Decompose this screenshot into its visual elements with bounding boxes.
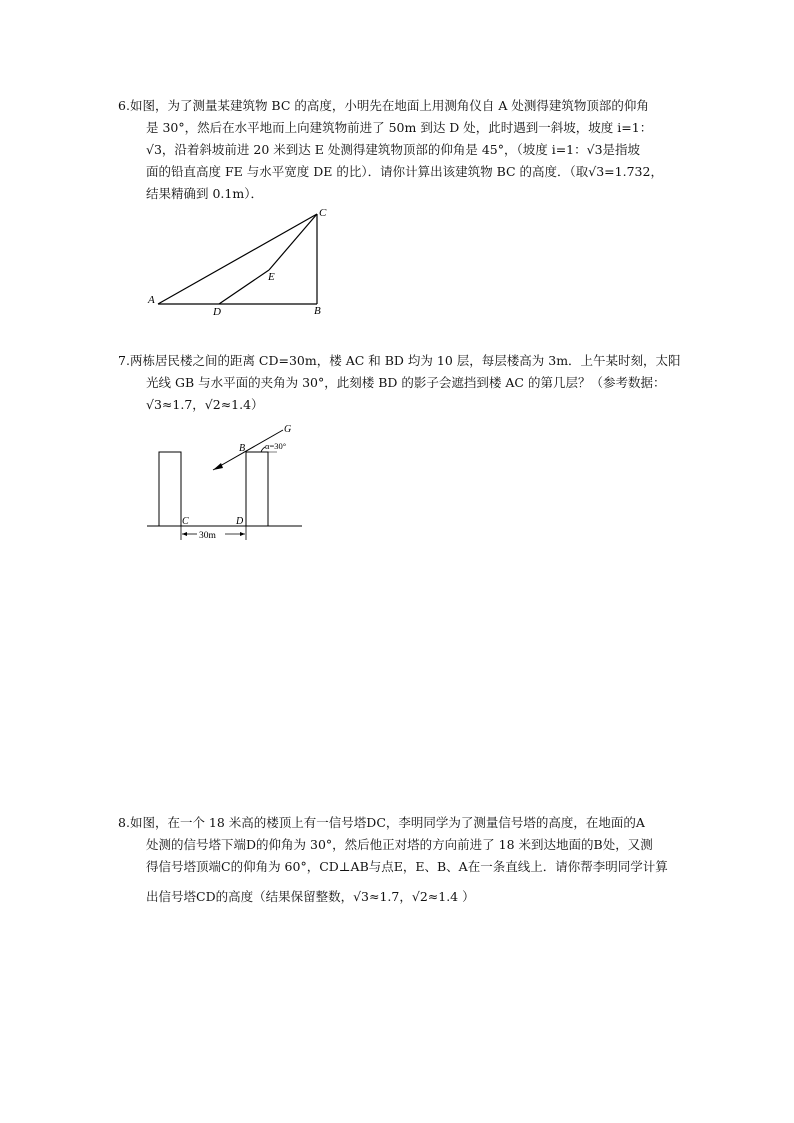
problem-8-line-1: 8.如图，在一个 18 米高的楼顶上有一信号塔DC，李明同学为了测量信号塔的高度，在地面的A: [118, 815, 645, 830]
dim-arrow-right: [240, 532, 245, 536]
problem-6-line-5: 结果精确到 0.1m）．: [146, 186, 263, 201]
dim-arrow-left: [182, 532, 187, 536]
problem-6-figure: [140, 200, 340, 320]
problem-7: [118, 350, 704, 416]
distance-label: 30m: [199, 531, 216, 541]
label-g: G: [284, 424, 292, 435]
label-c-7: C: [182, 516, 189, 527]
problem-7-line-3: √3≈1.7，√2≈1.4）: [146, 397, 264, 412]
line-de: [219, 270, 269, 304]
problem-8-line-3: 得信号塔顶端C的仰角为 60°，CD⊥AB与点E，E、B、A在一条直线上．请你帮李明同学计算: [146, 859, 668, 874]
problem-6-line-2: 是 30°，然后在水平地而上向建筑物前进了 50m 到达 D 处，此时遇到一斜坡，坡度 i=1：: [146, 120, 653, 135]
building-ac: [159, 452, 181, 526]
label-c: C: [319, 207, 327, 219]
problem-7-number: 7.: [118, 353, 130, 368]
problem-6: [118, 95, 704, 205]
label-e: E: [268, 271, 275, 283]
line-ac: [158, 214, 317, 304]
building-bd: [246, 452, 268, 526]
problem-7-line-2: 光线 GB 与水平面的夹角为 30°，此刻楼 BD 的影子会遮挡到楼 AC 的第几层？（参考数据：: [146, 375, 666, 390]
problem-6-number: 6.: [118, 98, 130, 113]
label-b: B: [314, 305, 321, 317]
label-d-7: D: [236, 516, 244, 527]
problem-6-line-4: 面的铅直高度 FE 与水平宽度 DE 的比）．请你计算出该建筑物 BC 的高度．（取√3=1.732，: [146, 164, 663, 179]
arrow-head: [213, 463, 223, 470]
problem-6-line-1: 6.如图，为了测量某建筑物 BC 的高度，小明先在地面上用测角仪自 A 处测得建筑物顶部的仰角: [118, 98, 649, 113]
problem-8: [118, 812, 704, 908]
label-a: A: [148, 294, 155, 306]
problem-8-line-4: 出信号塔CD的高度（结果保留整数，√3≈1.7，√2≈1.4 ）: [146, 889, 475, 904]
problem-6-line-3: √3，沿着斜坡前进 20 米到达 E 处测得建筑物顶部的仰角是 45°，（坡度 i=1：√3是指坡: [146, 142, 641, 157]
label-b-7: B: [239, 443, 246, 454]
label-d: D: [213, 306, 221, 318]
problem-8-line-2: 处测的信号塔下端D的仰角为 30°，然后他正对塔的方向前进了 18 米到达地面的B处，又测: [146, 837, 653, 852]
line-ec: [269, 214, 317, 270]
problem-7-line-1: 7.两栋居民楼之间的距离 CD=30m，楼 AC 和 BD 均为 10 层，每层楼高为 3m．上午某时刻，太阳: [118, 353, 681, 368]
problem-7-figure: [145, 420, 305, 545]
angle-label: α=30°: [265, 441, 287, 451]
problem-8-number: 8.: [118, 815, 130, 830]
